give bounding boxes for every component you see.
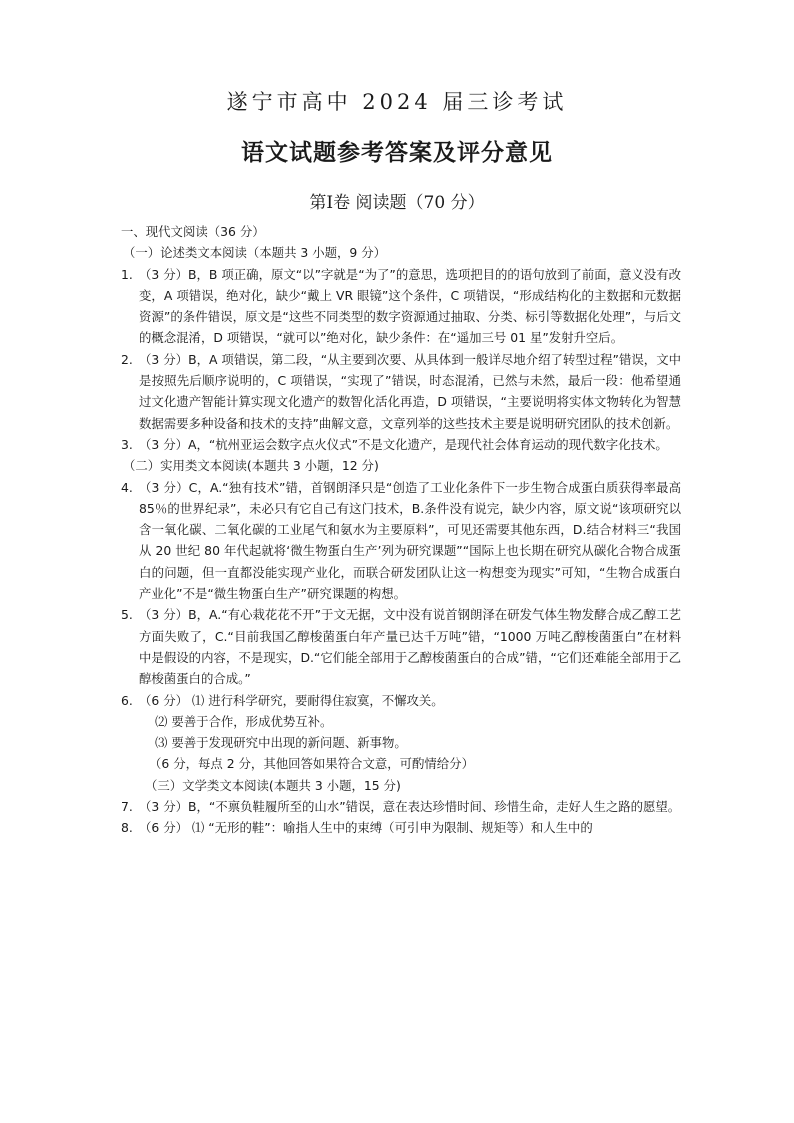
answer-point: ⑵ 要善于合作，形成优势互补。 [155, 713, 333, 729]
answer-item-1 [121, 264, 681, 349]
answer-number: 6. [121, 692, 133, 708]
answer-number: 3. [121, 436, 133, 452]
subsection-heading: （二）实用类文本阅读(本题共 3 小题，12 分) [123, 458, 379, 474]
answer-number: 2. [121, 351, 133, 367]
subsection-heading: （三）文学类文本阅读(本题共 3 小题，15 分) [145, 777, 401, 793]
section-heading: 一、现代文阅读（36 分） [121, 224, 265, 239]
answer-item-5 [121, 604, 681, 689]
answer-item-6 [121, 690, 681, 711]
part-title: 第Ⅰ卷 阅读题（70 分） [309, 193, 485, 213]
answer-body [121, 221, 681, 839]
answer-number: 4. [121, 479, 133, 495]
scoring-note: （6 分，每点 2 分，其他回答如果符合文意，可酌情给分） [149, 756, 474, 772]
answer-number: 7. [121, 799, 133, 815]
answer-number: 8. [121, 820, 133, 836]
document-title: 语文试题参考答案及评分意见 [241, 140, 553, 166]
answer-point: ⑶ 要善于发现研究中出现的新问题、新事物。 [155, 735, 407, 751]
answer-number: 5. [121, 607, 133, 623]
answer-item-8 [121, 817, 681, 838]
exam-title: 遂宁市高中 2024 届三诊考试 [226, 90, 568, 114]
answer-text: （3 分）B，“不禀负鞋履所至的山水”错误，意在表达珍惜时间、珍惜生命，走好人生之路的愿望。 [139, 799, 681, 815]
answer-number: 1. [121, 266, 133, 282]
answer-text: （3 分）B，B 项正确，原文“以”字就是“为了”的意思，选项把目的的语句放到了前面，意义没有改变，A 项错误，绝对化，缺少“戴上 VR 眼镜”这个条件，C 项错误，“形成结构化的主数据和元数据资源”的条件错误，原文是“这些不同类型的数字资源通过抽取、分类、标引等数据化处理”，与后文的概念混淆，D 项错误，“就可以”绝对化，缺少条件：在“遥加三号 01 星”发射升空后。 [139, 266, 681, 346]
answer-item-3 [121, 434, 681, 455]
answer-text: （3 分）B，A.“有心栽花花不开”于文无据，文中没有说首钢朗泽在研发气体生物发酵合成乙醇工艺方面失败了，C.“目前我国乙醇梭菌蛋白年产量已达千万吨”错，“1000 万吨乙醇梭菌蛋白”在材料中是假设的内容，不是现实，D.“它们能全部用于乙醇梭菌蛋白的合成”错，“它们还难能全部用于乙醇梭菌蛋白的合成。” [139, 607, 681, 687]
answer-text: （6 分） ⑴ “无形的鞋”：喻指人生中的束缚（可引申为限制、规矩等）和人生中的 [139, 820, 593, 836]
answer-text: （3 分）C，A.“独有技术”错，首钢朗泽只是“创造了工业化条件下一步生物合成蛋白质获得率最高 85％的世界纪录”，未必只有它自己有这门技术，B.条件没有说完，缺少内容，原文说“该项研究以含一氧化碳、二氧化碳的工业尾气和氨水为主要原料”，可见还需要其他东西，D.结合材料三“我国从 20 世纪 80 年代起就将‘微生物蛋白生产’列为研究课题”“国际上也长期在研究从碳化合物合成蛋白的问题，但一直都没能实现产业化，而联合研发团队让这一构想变为现实”可知，“生物合成蛋白产业化”不是“微生物蛋白生产”研究课题的构想。 [139, 479, 681, 602]
answer-text: （3 分）A，“杭州亚运会数字点火仪式”不是文化遗产，是现代社会体育运动的现代数字化技术。 [139, 436, 668, 452]
subsection-heading: （一）论述类文本阅读（本题共 3 小题，9 分） [123, 245, 387, 261]
answer-item-4 [121, 477, 681, 605]
answer-item-7 [121, 796, 681, 817]
answer-item-2 [121, 349, 681, 434]
answer-text: （6 分） ⑴ 进行科学研究，要耐得住寂寞，不懈攻关。 [139, 692, 444, 708]
answer-text: （3 分）B，A 项错误，第二段，“从主要到次要、从具体到一般详尽地介绍了转型过程”错误，文中是按照先后顺序说明的，C 项错误，“实现了”错误，时态混淆，已然与未然，最后一段：他希望通过文化遗产智能计算实现文化遗产的数智化活化再造，D 项错误，“主要说明将实体文物转化为智慧数据需要多种设备和技术的支持”曲解文意，文章列举的这些技术主要是说明研究团队的技术创新。 [139, 351, 681, 431]
